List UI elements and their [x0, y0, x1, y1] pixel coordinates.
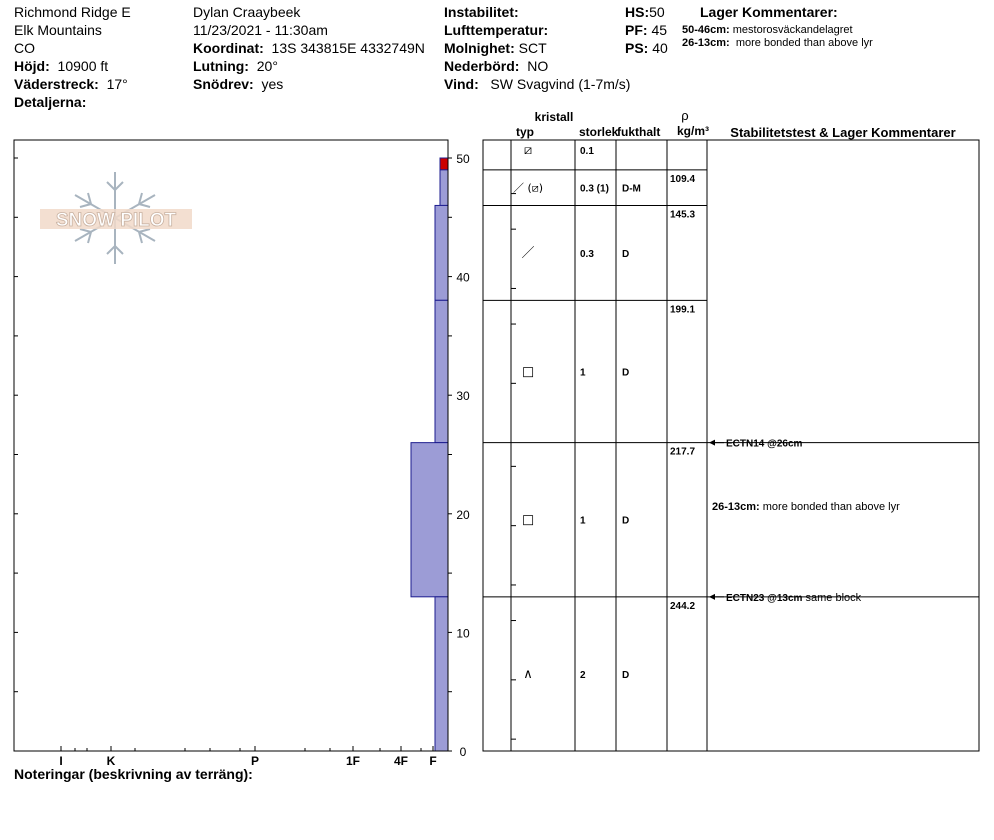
crystal-type-symbol: ⧄ [523, 143, 533, 158]
crystal-size: 0.1 [580, 146, 594, 157]
density: 217.7 [670, 446, 696, 458]
y-tick-label: 0 [459, 745, 467, 759]
state: CO [14, 40, 35, 56]
instability-label: Instabilitet: [444, 4, 519, 20]
stability-test [726, 439, 803, 450]
stability-test [726, 592, 862, 604]
ps-value: 40 [652, 40, 668, 56]
density: 109.4 [670, 173, 696, 185]
datetime: 11/23/2021 - 11:30am [193, 22, 328, 38]
coord-label: Koordinat: [193, 40, 264, 56]
col-header-crystal: kristall [534, 110, 574, 124]
x-tick-label: 1F [345, 754, 361, 768]
aspect-value: 17° [106, 76, 128, 92]
ps-label: PS: [625, 40, 649, 56]
moisture: D [622, 515, 630, 527]
crystal-type-symbol: □ [521, 364, 535, 380]
crystal-type-symbol: ∧ [523, 666, 533, 682]
layer-comment-1-text: mestorosväckandelagret [732, 24, 853, 36]
air-temp-label: Lufttemperatur: [444, 22, 549, 38]
crystal-type-symbol: ／ [521, 245, 535, 261]
layer-rows [483, 143, 707, 739]
chart-frame [14, 140, 448, 751]
moisture: D [622, 248, 630, 260]
moisture: D [622, 367, 630, 379]
col-header-density: kg/m³ [676, 124, 710, 138]
elevation-value: 10900 ft [57, 58, 109, 74]
location-name: Richmond Ridge E [14, 4, 131, 20]
density: 244.2 [670, 600, 696, 612]
x-tick-label: P [250, 754, 260, 768]
slope-label: Lutning: [193, 58, 249, 74]
y-tick-label: 20 [456, 507, 470, 522]
stability-arrow-head [709, 594, 715, 600]
details-label: Detaljerna: [14, 94, 87, 110]
crystal-size: 1 [580, 367, 586, 379]
chart-axes [14, 140, 470, 768]
table-layer-comment-text: more bonded than above lyr [759, 500, 900, 513]
logo-text: SNOW PILOT [55, 210, 177, 231]
hardness-layer-bar [435, 597, 448, 751]
y-tick-label: 40 [456, 270, 470, 285]
y-tick-label: 10 [456, 626, 470, 641]
y-tick-label: 50 [456, 152, 470, 166]
elevation-label: Höjd: [14, 58, 50, 74]
x-tick-label: K [106, 754, 116, 768]
crystal-size: 2 [580, 669, 586, 681]
hs-label: HS: [625, 4, 650, 20]
hardness-layer-bar [435, 205, 448, 300]
pf-value: 45 [651, 22, 668, 38]
pf-label: PF: [625, 22, 648, 38]
hs-value: 50 [649, 4, 665, 20]
x-tick-label: I [59, 754, 63, 768]
x-tick-label: 4F [393, 754, 409, 768]
moisture: D-M [622, 183, 641, 195]
crystal-size: 0.3 [580, 248, 594, 260]
slope-value: 20° [256, 58, 278, 74]
hardness-layer-bar [440, 158, 448, 170]
crystal-type-symbol: □ [521, 512, 535, 528]
layer-comment-2-range: 26-13cm: [682, 37, 730, 49]
mountain-range: Elk Mountains [14, 22, 102, 38]
observer: Dylan Craaybeek [193, 4, 301, 20]
y-tick-label: 30 [456, 389, 470, 404]
col-header-rho: ρ [681, 108, 689, 123]
x-tick-label: F [429, 754, 437, 768]
precip-value: NO [527, 58, 549, 74]
density: 145.3 [670, 209, 696, 221]
table-layer-comment-range: 26-13cm: [712, 500, 760, 513]
col-header-type: typ [516, 125, 534, 139]
crystal-size: 0.3 (1) [580, 183, 609, 195]
density: 199.1 [670, 304, 696, 316]
cloud-value: SCT [518, 40, 547, 56]
table-layer-comment [712, 501, 900, 513]
wind-value: SW Svagvind (1-7m/s) [490, 76, 631, 92]
drift-value: yes [261, 76, 284, 92]
stability-test-label: ECTN23 @13cm [726, 592, 803, 604]
hardness-layer-bar [440, 170, 448, 206]
hardness-layer-bar [435, 300, 448, 442]
drift-label: Snödrev: [193, 76, 254, 92]
hardness-layer-bar [411, 443, 448, 597]
wind-label: Vind: [444, 76, 479, 92]
cloud-label: Molnighet: [444, 40, 515, 56]
layer-comment-1-range: 50-46cm: [682, 24, 730, 36]
coord-value: 13S 343815E 4332749N [271, 40, 425, 56]
layer-comment-2-text: more bonded than above lyr [735, 37, 873, 49]
stability-arrow-head [709, 440, 715, 446]
aspect-label: Väderstreck: [14, 76, 99, 92]
precip-label: Nederbörd: [444, 58, 520, 74]
stability-tests [707, 439, 979, 604]
crystal-type-symbol: ／ (⧄) [512, 181, 544, 195]
hardness-layers [411, 158, 448, 751]
snowpilot-logo [40, 172, 192, 264]
col-header-size: storlek [579, 125, 619, 139]
col-header-stability: Stabilitetstest & Lager Kommentarer [730, 125, 956, 140]
stability-test-label: ECTN14 @26cm [726, 438, 803, 450]
moisture: D [622, 669, 630, 681]
stability-test-comment: same block [802, 591, 862, 604]
crystal-size: 1 [580, 515, 586, 527]
col-header-moisture: fukthalt [617, 125, 661, 139]
terrain-notes-label: Noteringar (beskrivning av terräng): [14, 766, 253, 782]
layer-comments-title: Lager Kommentarer: [700, 4, 838, 20]
